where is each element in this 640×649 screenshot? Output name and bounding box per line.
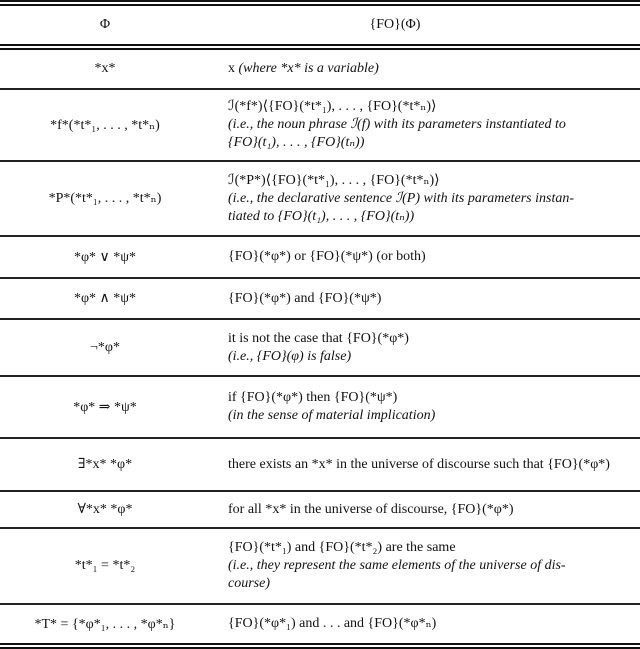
translation-text: {FO}(*φ*) or {FO}(*ψ*) (or both) (228, 249, 426, 264)
translation-text: if {FO}(*φ*) then {FO}(*ψ*) (228, 390, 398, 405)
formula-cell: *φ* ∧ *ψ* (73, 291, 137, 306)
header-translation: {FO}(Φ) (369, 17, 421, 32)
formula-cell: ∃*x* *φ* (77, 457, 133, 472)
formula-cell: *φ* ∨ *ψ* (73, 249, 137, 265)
bottom-double-rule (0, 643, 640, 649)
translation-note: (i.e., the declarative sentence ℐ(P) with its parameters instan- (228, 190, 574, 206)
formula-cell: *f*(*t*₁, . . . , *t*ₙ) (50, 117, 160, 133)
translation-cell (210, 539, 640, 593)
table-row (0, 529, 640, 605)
formula-cell: *φ* ⇒ *ψ* (73, 399, 137, 415)
translation-text: for all *x* in the universe of discourse, {FO}(*φ*) (228, 501, 514, 517)
translation-line (228, 60, 640, 78)
translation-cell (210, 172, 640, 226)
translation-line (228, 98, 640, 116)
translation-line (228, 248, 640, 266)
table-row (0, 50, 640, 90)
formula-cell: *P*(*t*₁, . . . , *t*ₙ) (48, 191, 162, 206)
translation-line (228, 456, 640, 474)
translation-line (228, 116, 640, 134)
translation-line (228, 290, 640, 308)
translation-cell (210, 501, 640, 519)
translation-note: (i.e., they represent the same elements of the universe of dis- (228, 558, 566, 573)
table-row (0, 377, 640, 439)
table-row (0, 90, 640, 162)
translation-line (228, 501, 640, 519)
translation-text: {FO}(*φ*) and {FO}(*ψ*) (228, 290, 382, 306)
table-row (0, 320, 640, 377)
translation-note: tiated to {FO}(t₁), . . . , {FO}(tₙ)) (228, 208, 415, 224)
translation-note: (where *x* is a variable) (235, 61, 379, 76)
translation-text: {FO}(*φ*₁) and . . . and {FO}(*φ*ₙ) (228, 616, 437, 631)
translation-line (228, 330, 640, 348)
table-row (0, 162, 640, 237)
table-row (0, 237, 640, 279)
translation-cell (210, 98, 640, 152)
formula-cell: *x* (94, 61, 116, 76)
translation-note: (i.e., the noun phrase ℐ(f) with its parameters instantiated to (228, 117, 566, 132)
table-row (0, 492, 640, 529)
translation-cell (210, 290, 640, 308)
translation-line (228, 407, 640, 425)
translation-line (228, 172, 640, 190)
translation-line (228, 557, 640, 575)
translation-line (228, 615, 640, 633)
translation-note: course) (228, 576, 270, 591)
translation-line (228, 539, 640, 557)
translation-cell (210, 248, 640, 266)
translation-text: ℐ(*P*)⟨{FO}(*t*₁), . . . , {FO}(*t*ₙ)⟩ (228, 172, 440, 188)
translation-text: it is not the case that {FO}(*φ*) (228, 330, 409, 346)
translation-line (228, 208, 640, 226)
translation-line (228, 389, 640, 407)
translation-text: there exists an *x* in the universe of discourse such that {FO}(*φ*) (228, 456, 610, 472)
table-row (0, 279, 640, 320)
translation-note: (i.e., {FO}(φ) is false) (228, 348, 352, 364)
header-formula: Φ (99, 17, 111, 32)
formula-cell: *t*₁ = *t*₂ (74, 558, 136, 573)
header-row (0, 6, 640, 44)
translation-text: {FO}(*t*₁) and {FO}(*t*₂) are the same (228, 540, 456, 555)
formula-cell: ¬*φ* (90, 339, 120, 355)
table-row (0, 605, 640, 643)
translation-cell (210, 330, 640, 366)
translation-cell (210, 60, 640, 78)
table-row (0, 439, 640, 492)
translation-cell (210, 615, 640, 633)
translation-line (228, 575, 640, 593)
translation-cell (210, 389, 640, 425)
translation-line (228, 190, 640, 208)
translation-text: x (228, 61, 235, 76)
formula-cell: *T* = {*φ*₁, . . . , *φ*ₙ} (34, 616, 176, 632)
translation-line (228, 134, 640, 152)
formula-cell: ∀*x* *φ* (77, 502, 133, 517)
table-body (0, 50, 640, 643)
translation-text: ℐ(*f*)⟨{FO}(*t*₁), . . . , {FO}(*t*ₙ)⟩ (228, 99, 437, 114)
translation-cell (210, 456, 640, 474)
translation-line (228, 348, 640, 366)
translation-note: {FO}(t₁), . . . , {FO}(tₙ)) (228, 135, 365, 150)
translation-note: (in the sense of material implication) (228, 408, 436, 423)
